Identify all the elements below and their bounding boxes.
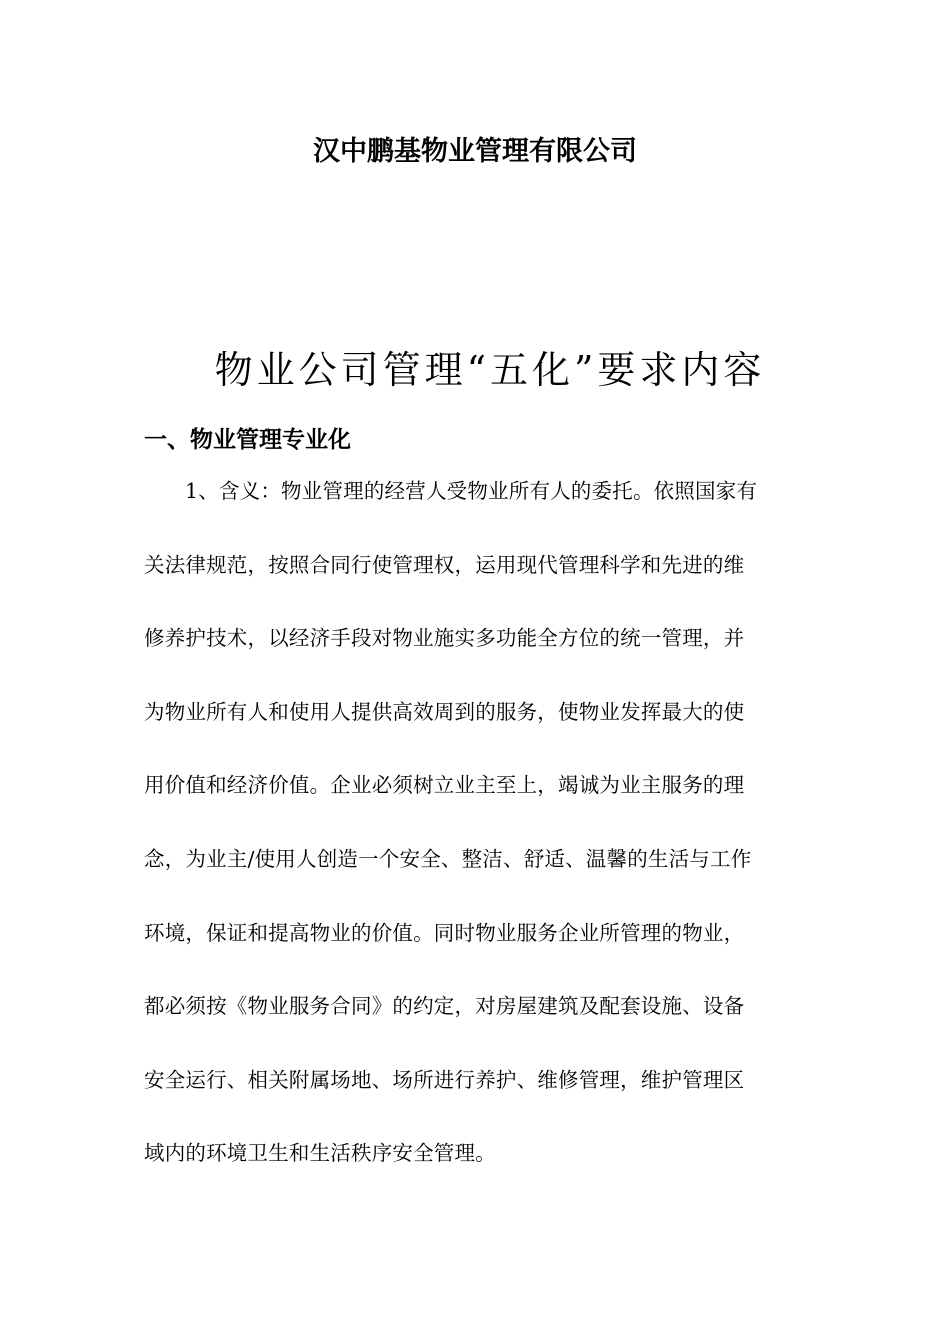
body-line: 用价值和经济价值。企业必须树立业主至上，竭诚为业主服务的理 xyxy=(144,773,745,798)
section-body xyxy=(144,470,808,1206)
section-heading: 一、物业管理专业化 xyxy=(144,427,351,453)
body-line: 关法律规范，按照合同行使管理权，运用现代管理科学和先进的维 xyxy=(144,552,745,577)
body-line: 域内的环境卫生和生活秩序安全管理。 xyxy=(144,1141,496,1166)
body-line: 安全运行、相关附属场地、场所进行养护、维修管理，维护管理区 xyxy=(144,1067,745,1092)
body-line: 1、含义：物业管理的经营人受物业所有人的委托。依照国家有 xyxy=(185,479,758,503)
body-line: 为物业所有人和使用人提供高效周到的服务，使物业发挥最大的使 xyxy=(144,699,745,724)
document-title: 物业公司管理“五化”要求内容 xyxy=(214,348,766,392)
body-line: 都必须按《物业服务合同》的约定，对房屋建筑及配套设施、设备 xyxy=(144,994,745,1019)
body-line: 修养护技术，以经济手段对物业施实多功能全方位的统一管理，并 xyxy=(144,626,745,651)
body-line: 环境，保证和提高物业的价值。同时物业服务企业所管理的物业， xyxy=(144,920,745,945)
company-name: 汉中鹏基物业管理有限公司 xyxy=(313,136,637,167)
body-line: 念，为业主/使用人创造一个安全、整洁、舒适、温馨的生活与工作 xyxy=(144,846,752,871)
